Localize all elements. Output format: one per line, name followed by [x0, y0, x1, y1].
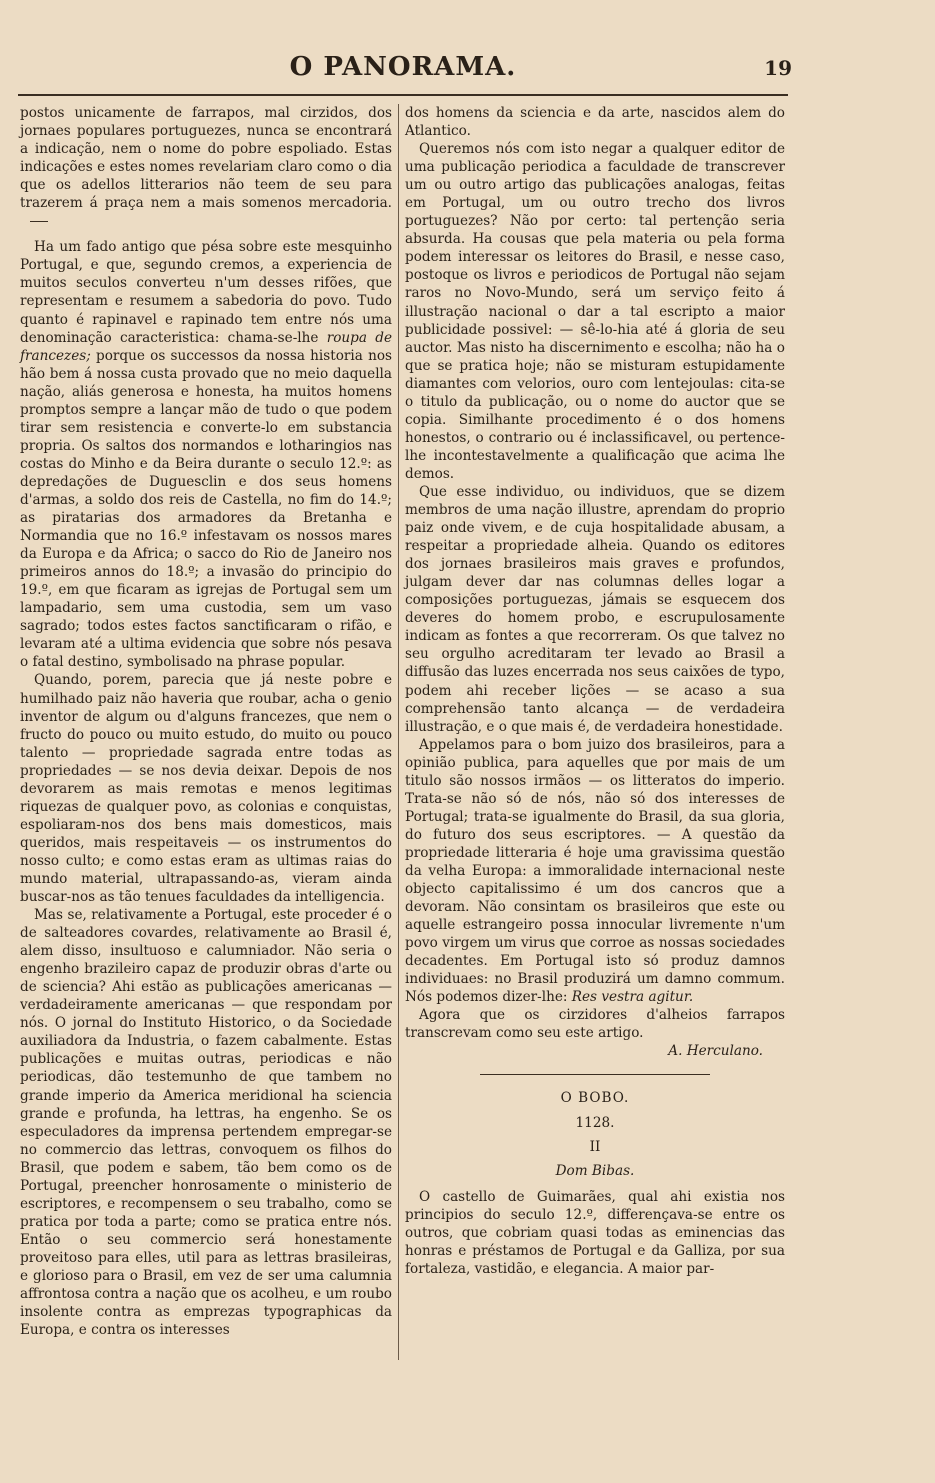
section-chapter: II: [589, 1138, 601, 1155]
left-paragraph-2-text: Ha um fado antigo que pésa sobre este mesquinho Portugal, e que, segundo cremos, a experiencia de muitos seculos converteu n'um desses rifões, que representam e resumem a sabedoria do povo. Tudo quanto é rapinavel e rapinado tem entre nós uma denominação caracteristica: chama-se-lhe: [20, 239, 392, 346]
masthead: [18, 52, 792, 92]
right-paragraph-3: Que esse individuo, ou individuos, que se dizem membros de uma nação illustre, aprendam do proprio paiz onde vivem, e de cuja hospitalidade abusam, a respeitar a propriedade alheia. Quando os editores dos jornaes brasileiros mais graves e profundos, julgam dever dar nas columnas delles logar a composições portuguezas, jámais se esquecem dos deveres do homem probo, e escrupulosamente indicam as fontes a que recorreram. Os que talvez no seu orgulho acreditaram ter levado ao Brasil a diffusão das luzes encerrada nos seus caixões de typo, podem ahi receber lições — se acaso a sua comprehensão tanto alcança — de verdadeira illustração, e o que mais é, de verdadeira honestidade.: [405, 483, 785, 735]
page-number: 19: [764, 56, 792, 80]
section-subtitle: Dom Bibas.: [555, 1162, 635, 1179]
left-paragraph-2: [20, 238, 392, 671]
left-paragraph-1-text: postos unicamente de farrapos, mal cirzidos, dos jornaes populares portuguezes, nunca se encontrará a indicação, nem o nome do pobre espoliado. Estas indicações e estes nomes revelariam claro como o dia que os adellos litterarios não teem de seu para trazerem á praça nem a mais somenos mercadoria.: [20, 105, 392, 212]
right-paragraph-4: [405, 736, 785, 1007]
section-title: O BOBO.: [560, 1090, 630, 1107]
page-title: O PANORAMA.: [289, 52, 517, 82]
right-paragraph-6: O castello de Guimarães, qual ahi existia nos principios do seculo 12.º, differençava-se entre os outros, que cobriam quasi todas as eminencias das honras e préstamos de Portugal e da Galliza, por sua fortaleza, vastidão, e elegancia. A maior par-: [405, 1188, 785, 1277]
left-paragraph-2-rest: porque os successos da nossa historia nos hão bem á nossa custa provado que no meio daquella nação, aliás generosa e honesta, ha muitos homens promptos sempre a lançar mão de tudo o que podem tirar sem resistencia e converte-lo em substancia propria. Os saltos dos normandos e lotharingios nas costas do Minho e da Beira durante o seculo 12.º: as depredações de Duguesclin e dos seus homens d'armas, a soldo dos reis de Castella, no fim do 14.º; as piratarias dos armadores da Bretanha e Normandia que no 16.º infestavam os nossos mares da Europa e da Africa; o sacco do Rio de Janeiro nos primeiros annos do 18.º; a invasão do principio do 19.º, em que ficaram as igrejas de Portugal sem um lampadario, sem uma custodia, sem um vaso sagrado; todos estes factos sanctificaram o rifão, e levaram até a ultima evidencia que sobre nós pesava o fatal destino, symbolisado na phrase popular.: [20, 347, 392, 671]
right-paragraph-1: dos homens da sciencia e da arte, nascidos alem do Atlantico.: [405, 105, 785, 140]
left-paragraph-1: [20, 104, 392, 230]
right-column: [405, 104, 785, 1278]
left-paragraph-2-italic: roupa de francezes;: [20, 329, 393, 364]
right-paragraph-5: Agora que os cirzidores d'alheios farrapos transcrevam como seu este artigo.: [405, 1007, 785, 1042]
left-paragraph-3: Quando, porem, parecia que já neste pobre e humilhado paiz não haveria que roubar, acha o genio inventor de algum ou d'alguns francezes, que nem o fructo do pouco ou muito estudo, do muito ou pouco talento — propriedade sagrada entre todas as propriedades — se nos devia deixar. Depois de nos devorarem as mais remotas e menos legitimas riquezas de qualquer povo, as colonias e conquistas, espoliaram-nos dos bens mais domesticos, mais queridos, mais respeitaveis — os instrumentos do nosso culto; e como estas eram as ultimas raias do mundo material, ultrapassando-as, vieram ainda buscar-nos as tão tenues faculdades da intelligencia.: [20, 672, 392, 906]
right-paragraph-4-italic: Res vestra agitur.: [571, 989, 694, 1006]
left-column: [20, 104, 392, 1339]
header-rule: [18, 94, 788, 96]
column-divider: [398, 104, 399, 1360]
separator-dash: [30, 221, 48, 222]
right-paragraph-2: Queremos nós com isto negar a qualquer editor de uma publicação periodica a faculdade de transcrever um ou outro artigo das publicações analogas, feitas em Portugal, um ou outro trecho dos livros portuguezes? Não por certo: tal pertenção seria absurda. Ha cousas que pela materia ou pela forma podem interessar os leitores do Brasil, e nesse caso, postoque os livros e periodicos de Portugal não sejam raros no Novo-Mundo, será um serviço feito á illustração nacional o dar a tal escripto a maior publicidade possivel: — sê-lo-hia até á gloria de seu auctor. Mas nisto ha discernimento e escolha; não ha o que se pratica hoje; não se misturam estupidamente diamantes com velorios, ouro com lentejoulas: cita-se o titulo da publicação, ou o nome do auctor que se copia. Similhante procedimento é o dos homens honestos, o contrario ou é inclassificavel, ou pertence-lhe incontestavelmente a qualificação que acima lhe demos.: [405, 141, 785, 482]
section-heading: [405, 1089, 785, 1179]
section-year: 1128.: [575, 1114, 615, 1131]
left-paragraph-4: Mas se, relativamente a Portugal, este proceder é o de salteadores covardes, relativamente ao Brasil é, alem disso, insultuoso e calumniador. Não seria o engenho brazileiro capaz de produzir obras d'arte ou de sciencia? Ahi estão as publicações americanas — verdadeiramente americanas — que respondam por nós. O jornal do Instituto Historico, o da Sociedade auxiliadora da Industria, o fazem cabalmente. Estas publicações e muitas outras, periodicas e não periodicas, dão testemunho de que tambem no grande imperio da America meridional ha sciencia grande e profunda, ha lettras, ha engenho. Se os especuladores da imprensa pertendem empregar-se no commercio das lettras, convoquem os filhos do Brasil, que podem e sabem, tão bem como os de Portugal, preencher honrosamente o ministerio de escriptores, e recompensem o seu trabalho, como se pratica por toda a parte; como se pratica entre nós. Então o seu commercio será honestamente proveitoso para elles, util para as lettras brasileiras, e glorioso para o Brasil, em vez de ser uma calumnia affrontosa contra a nação que os acolheu, e um roubo insolente contra as emprezas typographicas da Europa, e contra os interesses: [20, 907, 392, 1339]
author-byline: A. Herculano.: [668, 1043, 763, 1060]
right-paragraph-4-text: Appelamos para o bom juizo dos brasileiros, para a opinião publica, para aquelles que por mais de um titulo são nossos irmãos — os litteratos do imperio. Trata-se não só de nós, não só dos interesses de Portugal; trata-se igualmente do Brasil, da sua gloria, do futuro dos seus escriptores. — A questão da propriedade litteraria é hoje uma gravissima questão da velha Europa: a immoralidade internacional neste objecto capitalissimo é um dos cancros que a devoram. Não consintam os brasileiros que este ou aquelle estrangeiro possa innocular livremente n'um povo virgem um virus que corroe as nossas sociedades decadentes. Em Portugal isto só produz damnos individuaes: no Brasil produzirá um damno commum. Nós podemos dizer-lhe:: [405, 736, 785, 1006]
section-rule: [480, 1074, 710, 1075]
